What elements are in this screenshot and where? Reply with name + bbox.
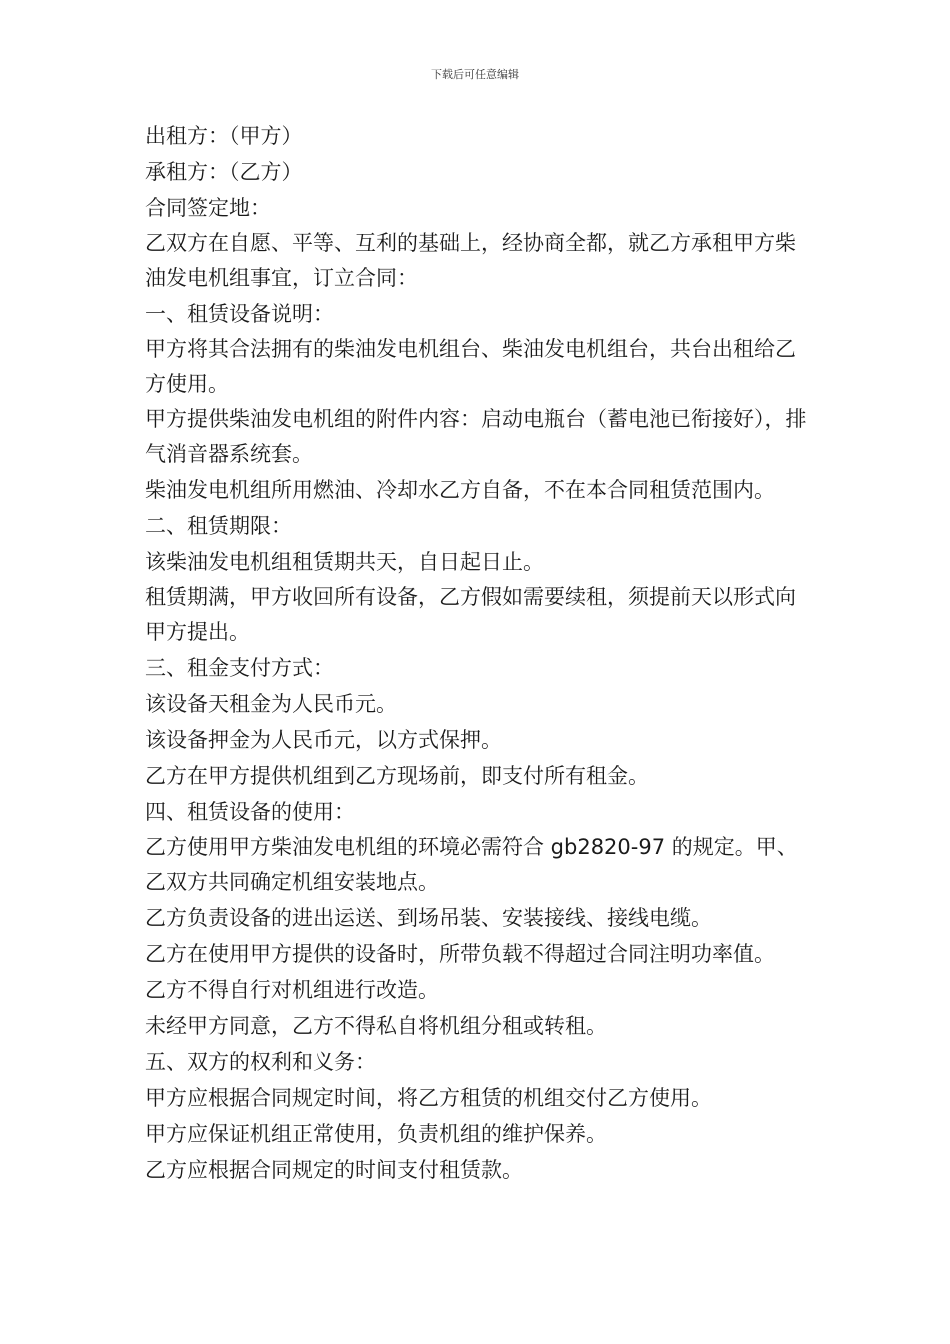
paragraph-payment: 乙方在甲方提供机组到乙方现场前，即支付所有租金。	[145, 764, 649, 788]
paragraph-daily-rent: 该设备天租金为人民币元。	[145, 692, 397, 716]
paragraph-lessor: 出租方：（甲方）	[145, 124, 303, 148]
section-heading-5: 五、双方的权利和义务：	[145, 1050, 376, 1074]
paragraph-no-sublease: 未经甲方同意，乙方不得私自将机组分租或转租。	[145, 1014, 607, 1038]
section-heading-1: 一、租赁设备说明：	[145, 302, 334, 326]
section-heading-3: 三、租金支付方式：	[145, 656, 334, 680]
paragraph-signing-place: 合同签定地：	[145, 196, 271, 220]
section-heading-4: 四、租赁设备的使用：	[145, 800, 355, 824]
paragraph-deposit: 该设备押金为人民币元，以方式保押。	[145, 728, 502, 752]
document-body	[145, 118, 815, 1188]
paragraph-lessee: 承租方：（乙方）	[145, 160, 303, 184]
paragraph-renewal: 租赁期满，甲方收回所有设备，乙方假如需要续租，须提前天以形式向甲方提出。	[145, 585, 796, 644]
section-heading-2: 二、租赁期限：	[145, 514, 292, 538]
page-header-note: 下载后可任意编辑	[431, 68, 519, 81]
paragraph-fuel: 柴油发电机组所用燃油、冷却水乙方自备，不在本合同租赁范围内。	[145, 478, 775, 502]
paragraph-lease-term: 该柴油发电机组租赁期共天，自日起日止。	[145, 550, 544, 574]
paragraph-delivery: 甲方应根据合同规定时间，将乙方租赁的机组交付乙方使用。	[145, 1086, 712, 1110]
paragraph-no-modification: 乙方不得自行对机组进行改造。	[145, 978, 439, 1002]
paragraph-rent-payment: 乙方应根据合同规定的时间支付租赁款。	[145, 1158, 523, 1182]
paragraph-transport: 乙方负责设备的进出运送、到场吊装、安装接线、接线电缆。	[145, 906, 712, 930]
paragraph-equipment: 甲方将其合法拥有的柴油发电机组台、柴油发电机组台，共台出租给乙方使用。	[145, 337, 796, 396]
paragraph-accessories: 甲方提供柴油发电机组的附件内容：启动电瓶台（蓄电池已衔接好），排气消音器系统套。	[145, 407, 807, 466]
paragraph-load-limit: 乙方在使用甲方提供的设备时，所带负载不得超过合同注明功率值。	[145, 942, 775, 966]
paragraph-environment: 乙方使用甲方柴油发电机组的环境必需符合 gb2820-97 的规定。甲、乙双方共同确定机组安装地点。	[145, 835, 798, 894]
paragraph-maintenance: 甲方应保证机组正常使用，负责机组的维护保养。	[145, 1122, 607, 1146]
paragraph-preamble: 乙双方在自愿、平等、互利的基础上，经协商全都，就乙方承租甲方柴油发电机组事宜，订立合同：	[145, 231, 796, 290]
